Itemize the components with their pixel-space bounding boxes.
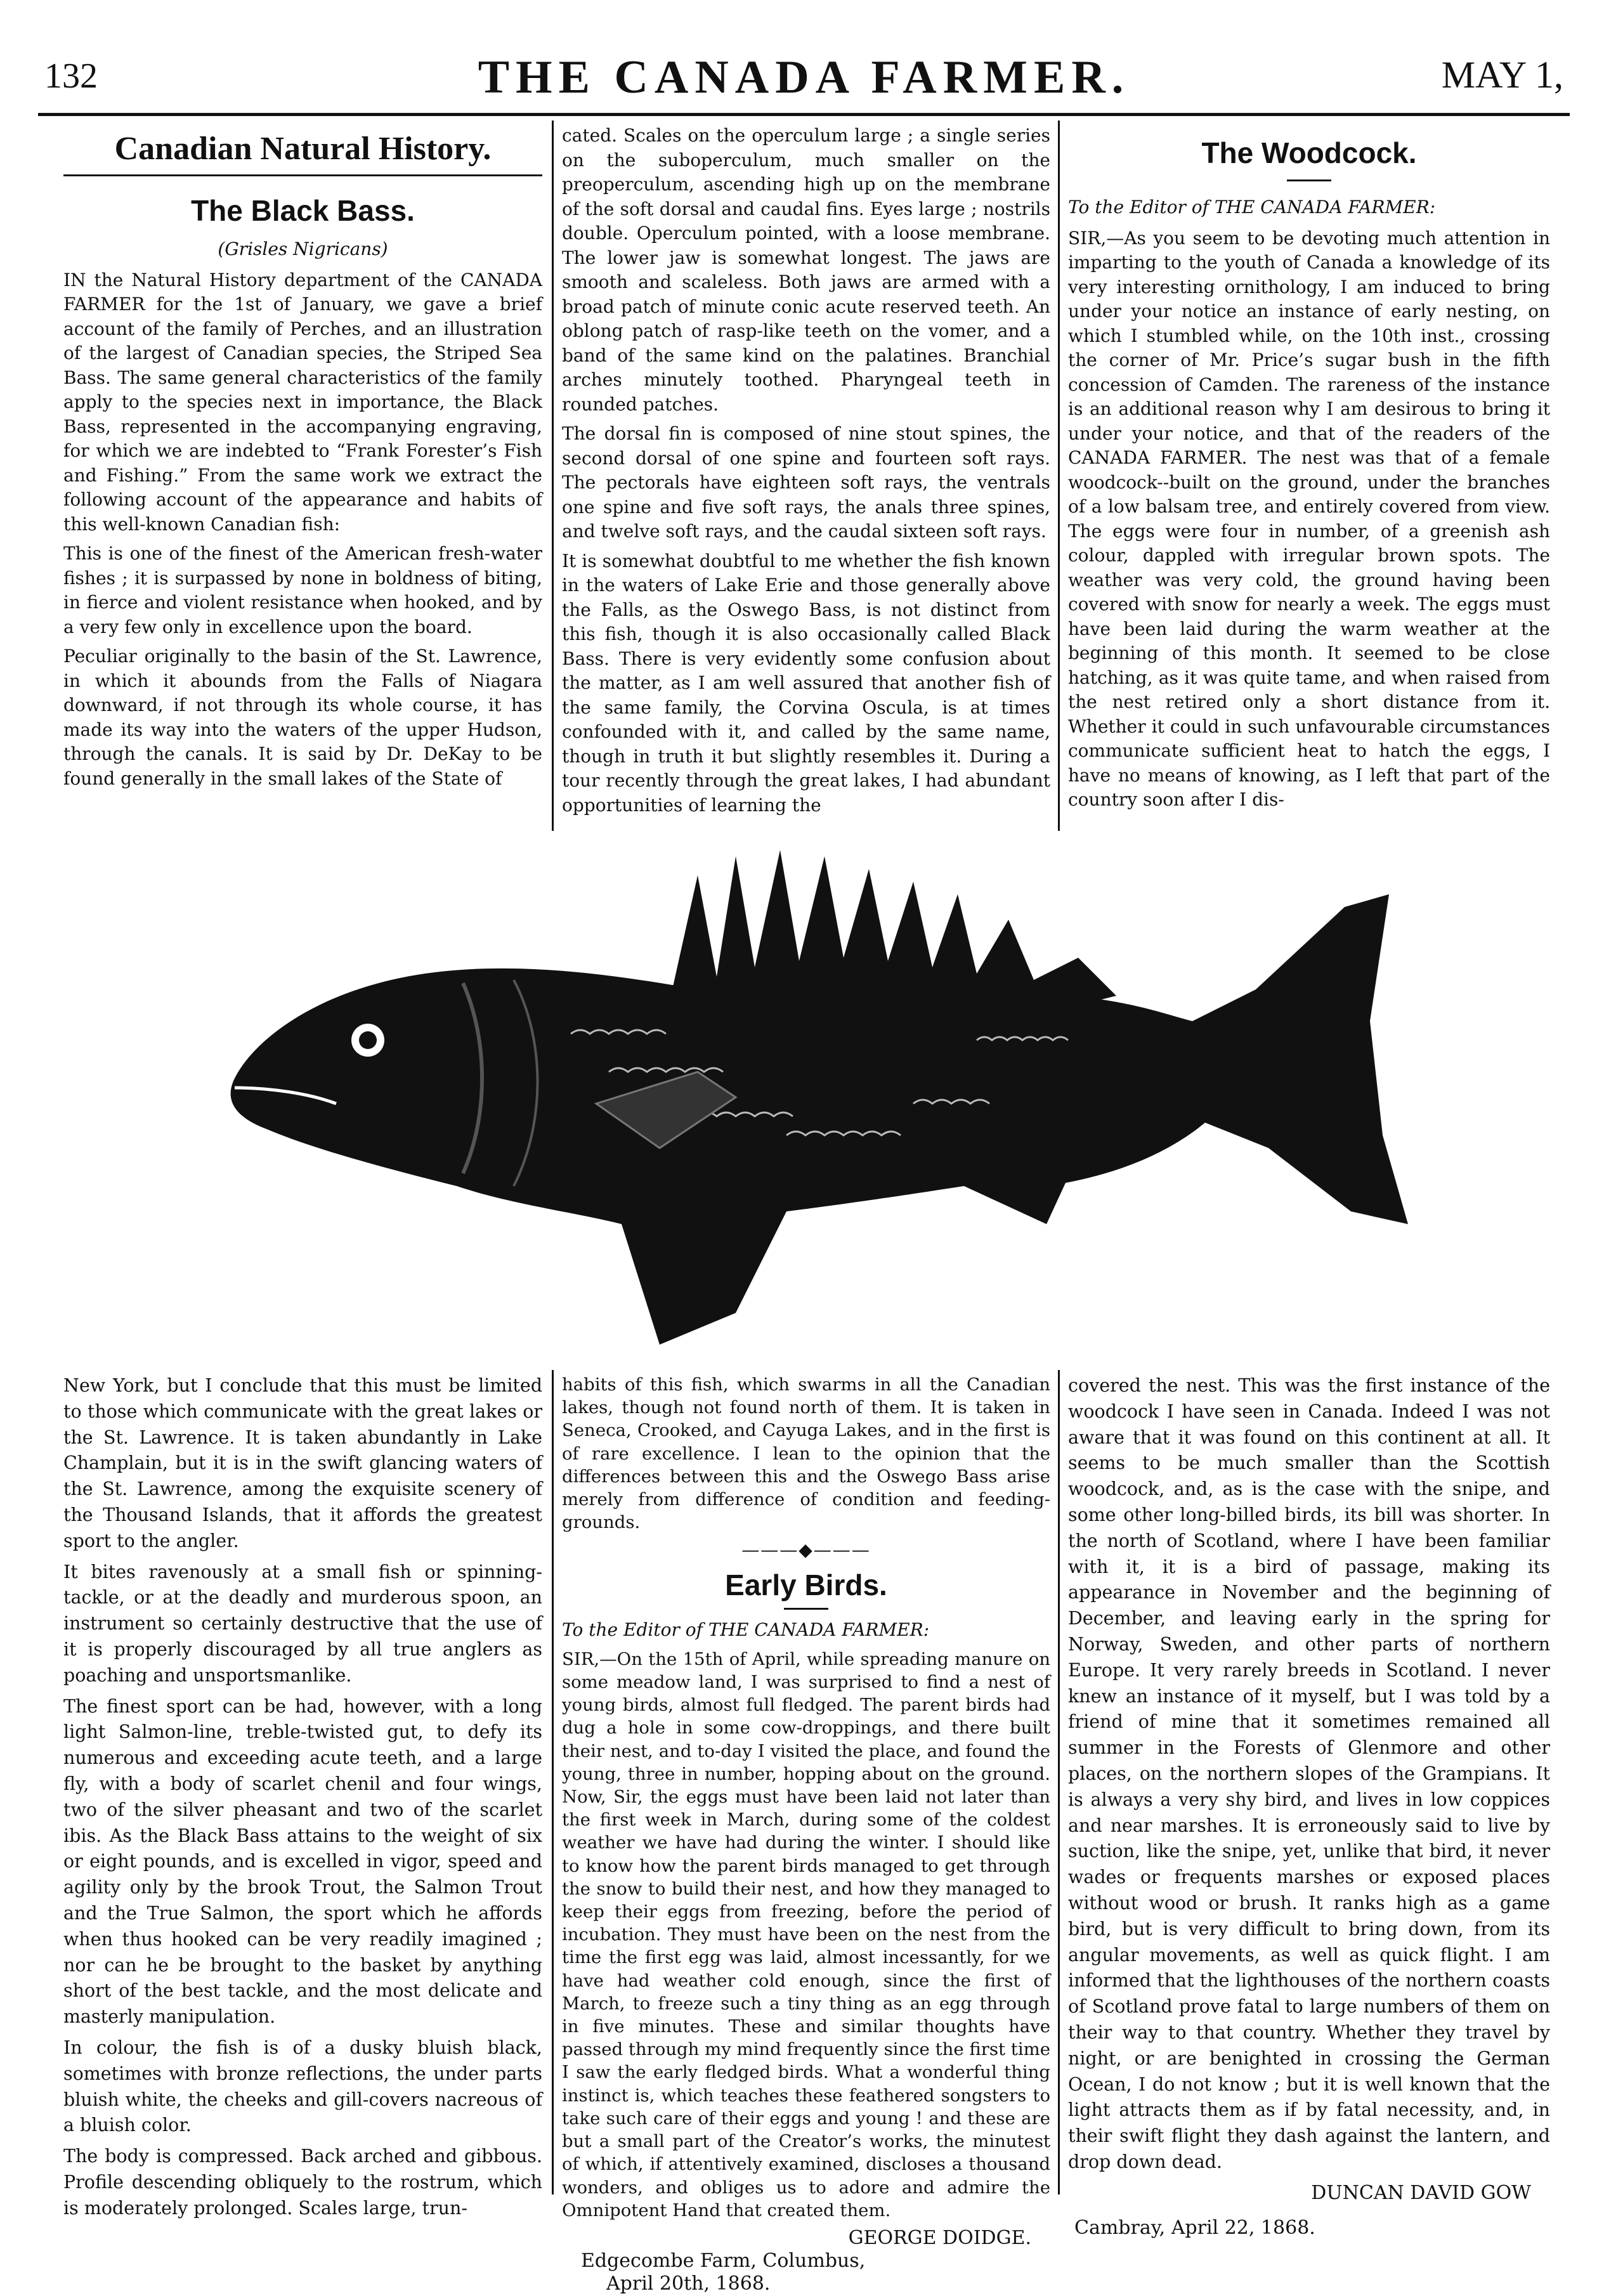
paragraph: It is somewhat doubtful to me whether the fish known in the waters of Lake Erie and those generally above the Falls, as the Oswego Bass, is not distinct from this fish, though it is also occasionally called Black Bass. There is very evidently some confusion about the matter, as I am well assured that another fish of the same family, the Corvina Oscula, is at times confounded with it, and called by the same name, though in truth it but slightly resembles it. During a tour recently through the great lakes, I had abundant opportunities of learning the	[562, 550, 1050, 816]
column-top-right	[1068, 124, 1550, 831]
column-top-middle	[562, 124, 1050, 831]
early-birds-signature: GEORGE DOIDGE.	[848, 2226, 1031, 2249]
paragraph: The dorsal fin is composed of nine stout spines, the second dorsal of one spine and fourteen soft rays. The pectorals have eighteen soft rays, the ventrals one spine and five soft rays, the anals three spines, and twelve soft rays, and the caudal sixteen soft rays.	[562, 423, 1050, 542]
paragraph: SIR,—As you seem to be devoting much attention in imparting to the youth of Canada a knowledge of its very interesting ornithology, I am induced to bring under your notice an instance of early nesting, on which I stumbled while, on the 10th inst., crossing the corner of Mr. Price’s sugar bush in the fifth concession of Camden. The rareness of the instance is an additional reason why I am desirous to bring it under your notice, and that of the readers of the CANADA FARMER. The nest was that of a female woodcock--built on the ground, under the branches of a low balsam tree, and entirely covered from view. The eggs were four in number, of a greenish ash colour, dappled with irregular brown spots. The weather was very cold, the ground having been covered with snow for nearly a week. The eggs must have been laid during the warm weather at the beginning of this month. It seemed to be close hatching, as it was quite tame, and when raised from the nest retired only a short distance from it. Whether it could in such unfavourable circumstances communicate sufficient heat to hatch the eggs, I have no means of knowing, as I left that part of the country soon after I dis-	[1068, 227, 1550, 810]
early-birds-title: Early Birds.	[725, 1568, 887, 1601]
masthead	[38, 25, 1570, 121]
page-number: 132	[44, 56, 98, 96]
section-title: Canadian Natural History.	[114, 131, 492, 167]
paragraph: The body is compressed. Back arched and gibbous. Profile descending obliquely to the rostrum, which is moderately prolonged. Scales large, trun-	[63, 2146, 542, 2219]
early-birds-date: April 20th, 1868.	[606, 2273, 771, 2295]
early-birds-place: Edgecombe Farm, Columbus,	[581, 2250, 866, 2273]
paragraph: New York, but I conclude that this must be limited to those which communicate with the great lakes or the St. Lawrence. It is taken abundantly in Lake Champlain, but it is in the swift glancing waters of the St. Lawrence, among the exquisite scenery of the Thousand Islands, that it affords the greatest sport to the angler.	[63, 1375, 542, 1551]
paragraph: Peculiar originally to the basin of the St. Lawrence, in which it abounds from the Falls of Niagara downward, if not through its whole course, it has made its way into the waters of the upper Hudson, through the canals. It is said by Dr. DeKay to be found generally in the small lakes of the State of	[63, 646, 542, 789]
paragraph: habits of this fish, which swarms in all the Canadian lakes, though not found north of them. It is taken in Seneca, Crooked, and Cayuga Lakes, and in the first is of rare excellence. I lean to the opinion that the differences between this and the Oswego Bass arise merely from difference of condition and feeding-grounds.	[562, 1374, 1050, 1533]
paragraph: cated. Scales on the operculum large ; a single series on the suboperculum, much smaller on the preoperculum, ascending high up on the membrane of the soft dorsal and caudal fins. Eyes large ; nostrils double. Operculum pointed, with a loose membrane. The lower jaw is somewhat longest. The jaws are smooth and scaleless. Both jaws are armed with a broad patch of minute conic acute reserved teeth. An oblong patch of rasp-like teeth on the vomer, and a band of the same kind on the palatines. Branchial arches minutely toothed. Pharyngeal teeth in rounded patches.	[562, 125, 1050, 415]
column-bottom-left	[63, 1373, 542, 2219]
column-rule	[552, 121, 554, 831]
masthead-rule	[38, 113, 1570, 116]
scientific-name: (Grisles Nigricans)	[218, 238, 388, 259]
column-bottom-middle	[562, 1373, 1050, 2295]
section-rule	[63, 174, 542, 176]
paragraph: IN the Natural History department of the CANADA FARMER for the 1st of January, we gave a brief account of the family of Perches, and an illustration of the largest of Canadian species, the Striped Sea Bass. The same general characteristics of the family apply to the species next in importance, the Black Bass, represented in the accompanying engraving, for which we are indebted to “Frank Forester’s Fish and Fishing.” From the same work we extract the following account of the appearance and habits of this well-known Canadian fish:	[63, 269, 542, 535]
title-rule	[1287, 179, 1331, 181]
column-bottom-right	[1068, 1373, 1550, 2239]
column-rule	[1058, 121, 1060, 831]
article-title: The Black Bass.	[191, 194, 415, 227]
column-rule	[1058, 1370, 1060, 2195]
black-bass-engraving	[216, 831, 1421, 1364]
ornament-divider: ———◆———	[741, 1539, 871, 1561]
issue-date: MAY 1,	[1441, 54, 1563, 96]
newspaper-title: THE CANADA FARMER.	[478, 51, 1130, 103]
column-rule	[552, 1370, 554, 2195]
paragraph: covered the nest. This was the first instance of the woodcock I have seen in Canada. Indeed I was not aware that it was found on this continent at all. It seems to be much smaller than the Scottish woodcock, and, as is the case with the snipe, and some other long-billed birds, its bill was shorter. In the north of Scotland, where I have been familiar with it, it is a bird of passage, making its appearance in November and the beginning of December, and leaving early in the spring for Norway, Sweden, and other parts of northern Europe. It very rarely breeds in Scotland. I never knew an instance of it myself, but I was told by a friend of mine that it sometimes remained all summer in the Forests of Glenmore and other places, on the northern slopes of the Grampians. It is always a very shy bird, and lives in low coppices and near marshes. It is erroneously said to live by suction, like the snipe, yet, unlike that bird, it never wades or frequents marshes or exposed places without wood or brush. It ranks high as a game bird, but is very difficult to bring down, from its angular movements, as well as quick flight. I am informed that the lighthouses of the northern coasts of Scotland prove fatal to large numbers of them on their way to that country. Whether they travel by night, or are benighted in crossing the German Ocean, I do not know ; but it is well known that the light attracts them as if by fatal necessity, and, in their swift flight they dash against the lantern, and drop down dead.	[1068, 1375, 1550, 2172]
paragraph: This is one of the finest of the American fresh-water fishes ; it is surpassed by none in boldness of biting, in fierce and violent resistance when hooked, and by a very few only in excellence upon the board.	[63, 543, 542, 637]
paragraph: It bites ravenously at a small fish or spinning-tackle, or at the deadly and murderous spoon, an instrument so certainly destructive that the use of it is properly discouraged by all true anglers as poaching and unsportsmanlike.	[63, 1561, 542, 1686]
woodcock-place-date: Cambray, April 22, 1868.	[1074, 2216, 1315, 2239]
paragraph: The finest sport can be had, however, with a long light Salmon-line, treble-twisted gut, to defy its numerous and exceeding acute teeth, and a large fly, with a body of scarlet chenil and four wings, two of the silver pheasant and two of the scarlet ibis. As the Black Bass attains to the weight of six or eight pounds, and is excelled in vigor, speed and agility only by the brook Trout, the Salmon Trout and the True Salmon, the sport which he affords when thus hooked can be very readily imagined ; nor can he be brought to the basket by anything short of the best tackle, and the most delicate and masterly manipulation.	[63, 1695, 542, 2028]
woodcock-signature: DUNCAN DAVID GOW	[1311, 2181, 1531, 2204]
early-birds-dateline: To the Editor of THE CANADA FARMER:	[562, 1619, 930, 1640]
title-rule	[784, 1608, 828, 1610]
column-top-left	[63, 124, 542, 831]
paragraph: In colour, the fish is of a dusky bluish black, sometimes with bronze reflections, the under parts bluish white, the cheeks and gill-covers nacreous of a bluish color.	[63, 2037, 542, 2136]
woodcock-title: The Woodcock.	[1201, 136, 1417, 169]
paragraph: SIR,—On the 15th of April, while spreading manure on some meadow land, I was surprised to find a nest of young birds, almost full fledged. The parent birds had dug a hole in some cow-droppings, and there built their nest, and to-day I visited the place, and found the young, three in number, hopping about on the ground. Now, Sir, the eggs must have been laid not later than the first week in March, during some of the coldest weather we have had during the winter. I should like to know how the parent birds managed to get through the snow to build their nest, and how they managed to keep their eggs from freezing, before the period of incubation. They must have been on the nest from the time the first egg was laid, almost incessantly, for we have had weather cold enough, since the first of March, to freeze such a tiny thing as an egg through in five minutes. These and similar thoughts have passed through my mind frequently since the first time I saw the early fledged birds. What a wonderful thing instinct is, which teaches these feathered songsters to take such care of their eggs and young ! and these are but a small part of the Creator’s works, the minutest of which, if attentively examined, discloses a thousand wonders, and obliges us to adore and admire the Omnipotent Hand that created them.	[562, 1648, 1050, 2221]
woodcock-dateline: To the Editor of THE CANADA FARMER:	[1068, 197, 1436, 218]
